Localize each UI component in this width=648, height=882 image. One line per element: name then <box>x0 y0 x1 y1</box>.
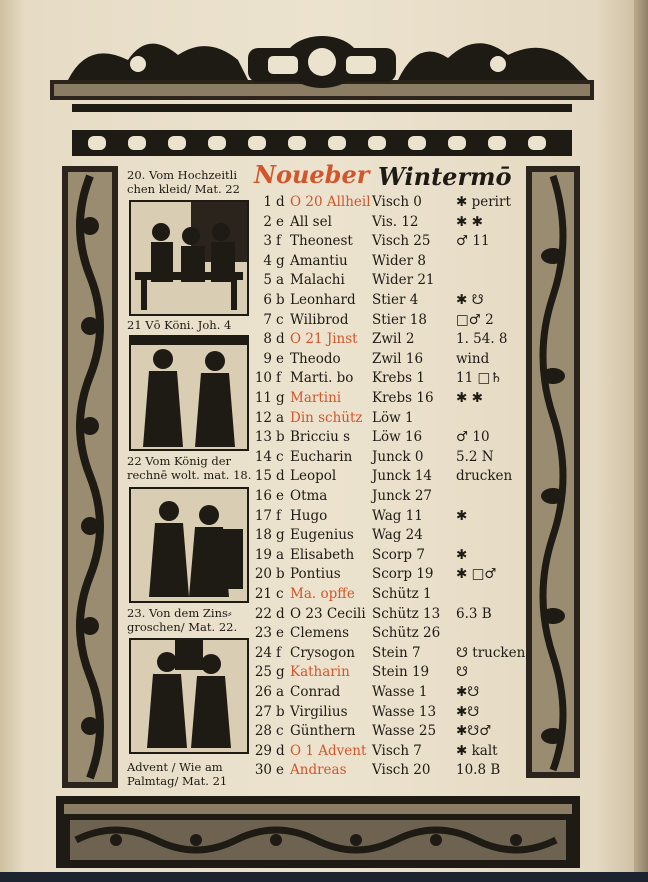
aspect-weather-note: 10.8 B <box>456 762 501 779</box>
aspect-weather-note: ☋ trucken <box>456 644 526 661</box>
day-number: 26 <box>254 684 272 700</box>
dominical-letter: d <box>276 331 285 348</box>
zodiac-position: Scorp 19 <box>372 566 434 583</box>
day-number: 21 <box>254 586 272 602</box>
dominical-letter: a <box>276 409 285 426</box>
aspect-weather-note: ✱ <box>456 546 468 563</box>
caption-line: rechnē wolt. mat. 18. <box>127 468 252 482</box>
saint-day-name: Virgilius <box>290 703 348 720</box>
calendar-day-row <box>250 625 526 645</box>
day-number: 13 <box>254 429 272 446</box>
day-number: 30 <box>254 762 272 779</box>
zodiac-position: Schütz 26 <box>372 625 441 642</box>
dominical-letter: b <box>276 703 285 720</box>
dominical-letter: d <box>276 605 285 622</box>
dominical-letter: e <box>276 213 284 230</box>
saint-day-name: Clemens <box>290 625 350 642</box>
zodiac-position: Löw 16 <box>372 429 423 446</box>
day-number: 10 <box>254 370 272 387</box>
dominical-letter: g <box>276 390 285 406</box>
aspect-weather-note: drucken <box>456 468 513 485</box>
aspect-weather-note: 6.3 B <box>456 605 492 622</box>
dominical-letter: b <box>276 429 285 446</box>
zodiac-position: Zwil 2 <box>372 331 415 348</box>
day-number: 22 <box>254 605 272 622</box>
aspect-weather-note: ✱ ✱ <box>456 390 483 406</box>
caption-line: 22 Vom König der <box>127 454 231 468</box>
zodiac-position: Visch 25 <box>372 233 431 250</box>
saint-day-name: O 23 Cecili <box>290 605 366 622</box>
calendar-day-row <box>250 508 526 528</box>
day-number: 14 <box>254 448 272 465</box>
aspect-weather-note: ✱ □♂ <box>456 566 497 583</box>
day-number: 25 <box>254 664 272 681</box>
aspect-weather-note: ✱ perirt <box>456 194 511 210</box>
calendar-day-row <box>250 566 526 586</box>
calendar-day-row <box>250 704 526 724</box>
aspect-weather-note: ♂ 10 <box>456 429 490 446</box>
ornamental-header-woodcut <box>48 30 596 158</box>
aspect-weather-note: wind <box>456 350 490 367</box>
calendar-day-row <box>250 645 526 665</box>
gospel-caption-4 <box>127 606 237 634</box>
dominical-letter: e <box>276 762 284 779</box>
book-spine-edge <box>634 0 648 882</box>
aspect-weather-note: ✱ ✱ <box>456 213 483 230</box>
dominical-letter: a <box>276 272 285 289</box>
caption-line: Advent / Wie am <box>127 760 223 774</box>
day-number: 24 <box>254 644 272 661</box>
calendar-day-row <box>250 351 526 371</box>
dominical-letter: a <box>276 684 285 700</box>
zodiac-position: Visch 20 <box>372 762 431 779</box>
calendar-day-row <box>250 468 526 488</box>
saint-day-name: Din schütz <box>290 409 363 426</box>
saint-day-name: Theodo <box>290 350 341 367</box>
dominical-letter: b <box>276 566 285 583</box>
day-number: 27 <box>254 703 272 720</box>
woodcut-wedding-feast <box>129 200 249 316</box>
calendar-day-row <box>250 312 526 332</box>
day-number: 9 <box>263 350 272 367</box>
left-ornamental-border <box>62 166 118 788</box>
day-number: 17 <box>254 507 272 524</box>
day-number: 6 <box>263 292 272 308</box>
day-number: 19 <box>254 546 272 563</box>
dominical-letter: d <box>276 194 285 210</box>
day-number: 3 <box>263 233 272 250</box>
calendar-day-row <box>250 390 526 410</box>
dominical-letter: d <box>276 468 285 485</box>
calendar-day-row <box>250 723 526 743</box>
saint-day-name: Katharin <box>290 664 350 681</box>
day-number: 15 <box>254 468 272 485</box>
zodiac-position: Zwil 16 <box>372 350 424 367</box>
zodiac-position: Scorp 7 <box>372 546 425 563</box>
aspect-weather-note: ✱ <box>456 507 468 524</box>
caption-line: chen kleid/ Mat. 22 <box>127 182 240 196</box>
dominical-letter: a <box>276 546 285 563</box>
zodiac-position: Stein 7 <box>372 644 421 661</box>
saint-day-name: Eugenius <box>290 527 354 544</box>
saint-day-name: Elisabeth <box>290 546 355 563</box>
zodiac-position: Stier 4 <box>372 292 419 308</box>
day-number: 18 <box>254 527 272 544</box>
calendar-day-row <box>250 253 526 273</box>
saint-day-name: Leonhard <box>290 292 356 308</box>
day-number: 23 <box>254 625 272 642</box>
aspect-weather-note: 1. 54. 8 <box>456 331 508 348</box>
dominical-letter: e <box>276 488 284 504</box>
calendar-day-row <box>250 214 526 234</box>
woodcut-king-official <box>129 335 249 451</box>
day-number: 4 <box>263 252 272 269</box>
saint-day-name: O 1 Advent <box>290 742 367 759</box>
book-cover-edge <box>0 872 648 882</box>
zodiac-position: Löw 1 <box>372 409 414 426</box>
ornamental-footer-woodcut <box>56 796 580 868</box>
caption-line: 23. Von dem Zins⸗ <box>127 606 232 620</box>
caption-line: groschen/ Mat. 22. <box>127 620 238 634</box>
calendar-day-row <box>250 292 526 312</box>
saint-day-name: Pontius <box>290 566 341 583</box>
calendar-day-row <box>250 488 526 508</box>
zodiac-position: Wasse 25 <box>372 723 437 740</box>
day-number: 20 <box>254 566 272 583</box>
saint-day-name: Bricciu s <box>290 429 351 446</box>
zodiac-position: Wag 11 <box>372 507 423 524</box>
gospel-caption-1 <box>127 168 240 196</box>
caption-line: 20. Vom Hochzeitli <box>127 168 237 182</box>
calendar-day-row <box>250 370 526 390</box>
zodiac-position: Visch 0 <box>372 194 422 210</box>
dominical-letter: f <box>276 233 281 250</box>
zodiac-position: Wider 21 <box>372 272 435 289</box>
aspect-weather-note: ☋ <box>456 664 468 681</box>
saint-day-name: Marti. bo <box>290 370 354 387</box>
aspect-weather-note: □♂ 2 <box>456 311 494 328</box>
saint-day-name: Hugo <box>290 507 328 524</box>
aspect-weather-note: ✱☋♂ <box>456 723 492 740</box>
dominical-letter: d <box>276 742 285 759</box>
dominical-letter: e <box>276 625 284 642</box>
gospel-caption-2: 21 Vō Köni. Joh. 4 <box>127 318 232 332</box>
calendar-day-row <box>250 684 526 704</box>
day-number: 28 <box>254 723 272 740</box>
day-number: 16 <box>254 488 272 504</box>
zodiac-position: Junck 27 <box>372 488 433 504</box>
dominical-letter: c <box>276 723 284 740</box>
calendar-day-row <box>250 527 526 547</box>
dominical-letter: g <box>276 664 285 681</box>
calendar-day-row <box>250 606 526 626</box>
day-number: 8 <box>263 331 272 348</box>
day-number: 2 <box>263 213 272 230</box>
calendar-day-row <box>250 272 526 292</box>
day-number: 11 <box>254 390 272 406</box>
calendar-day-row <box>250 194 526 214</box>
zodiac-position: Wider 8 <box>372 252 426 269</box>
zodiac-position: Vis. 12 <box>372 213 419 230</box>
saint-day-name: Otma <box>290 488 328 504</box>
saint-day-name: O 21 Jinst <box>290 331 358 348</box>
saint-day-name: Martini <box>290 390 342 406</box>
zodiac-position: Stein 19 <box>372 664 430 681</box>
day-number: 5 <box>263 272 272 289</box>
day-number: 7 <box>263 311 272 328</box>
calendar-day-row <box>250 331 526 351</box>
dominical-letter: c <box>276 448 284 465</box>
dominical-letter: f <box>276 644 281 661</box>
calendar-day-row <box>250 586 526 606</box>
calendar-day-row <box>250 233 526 253</box>
zodiac-position: Schütz 1 <box>372 586 432 602</box>
woodcut-tribute-money <box>129 638 249 754</box>
zodiac-position: Visch 7 <box>372 742 422 759</box>
calendar-day-row <box>250 743 526 763</box>
month-title-black: Wintermō <box>378 162 512 191</box>
saint-day-name: Günthern <box>290 723 356 740</box>
dominical-letter: f <box>276 507 281 524</box>
aspect-weather-note: 5.2 N <box>456 448 494 465</box>
zodiac-position: Junck 14 <box>372 468 433 485</box>
zodiac-position: Schütz 13 <box>372 605 441 622</box>
zodiac-position: Junck 0 <box>372 448 424 465</box>
dominical-letter: f <box>276 370 281 387</box>
dominical-letter: c <box>276 586 284 602</box>
day-number: 29 <box>254 742 272 759</box>
calendar-day-row <box>250 547 526 567</box>
dominical-letter: e <box>276 350 284 367</box>
dominical-letter: b <box>276 292 285 308</box>
saint-day-name: All sel <box>290 213 332 230</box>
saint-day-name: Malachi <box>290 272 345 289</box>
saint-day-name: Andreas <box>290 762 347 779</box>
month-title-red: Noueber <box>254 160 370 189</box>
zodiac-position: Wasse 13 <box>372 703 437 720</box>
zodiac-position: Wag 24 <box>372 527 423 544</box>
day-number: 12 <box>254 409 272 426</box>
saint-day-name: Eucharin <box>290 448 353 465</box>
aspect-weather-note: ✱ kalt <box>456 742 498 759</box>
zodiac-position: Stier 18 <box>372 311 427 328</box>
aspect-weather-note: ♂ 11 <box>456 233 490 250</box>
gospel-caption-3 <box>127 454 251 482</box>
zodiac-position: Wasse 1 <box>372 684 428 700</box>
calendar-day-row <box>250 762 526 782</box>
saint-day-name: Leopol <box>290 468 337 485</box>
aspect-weather-note: ✱☋ <box>456 684 480 700</box>
saint-day-name: Amantiu <box>290 252 348 269</box>
dominical-letter: c <box>276 311 284 328</box>
woodcut-king-servants <box>129 487 249 603</box>
aspect-weather-note: ✱☋ <box>456 703 480 720</box>
calendar-day-row <box>250 410 526 430</box>
zodiac-position: Krebs 1 <box>372 370 425 387</box>
zodiac-position: Krebs 16 <box>372 390 434 406</box>
day-number: 1 <box>263 194 272 210</box>
saint-day-name: Crysogon <box>290 644 355 661</box>
saint-day-name: Wilibrod <box>290 311 349 328</box>
saint-day-name: O 20 Allheil <box>290 194 371 210</box>
dominical-letter: g <box>276 252 285 269</box>
gospel-caption-5 <box>127 760 227 788</box>
right-ornamental-border <box>526 166 580 778</box>
saint-day-name: Ma. opffe <box>290 586 355 602</box>
saint-day-name: Conrad <box>290 684 341 700</box>
aspect-weather-note: ✱ ☋ <box>456 292 484 308</box>
calendar-day-row <box>250 664 526 684</box>
caption-line: Palmtag/ Mat. 21 <box>127 774 228 788</box>
calendar-day-row <box>250 429 526 449</box>
aspect-weather-note: 11 □♄ <box>456 370 503 387</box>
dominical-letter: g <box>276 527 285 544</box>
calendar-day-row <box>250 449 526 469</box>
saint-day-name: Theonest <box>290 233 353 250</box>
